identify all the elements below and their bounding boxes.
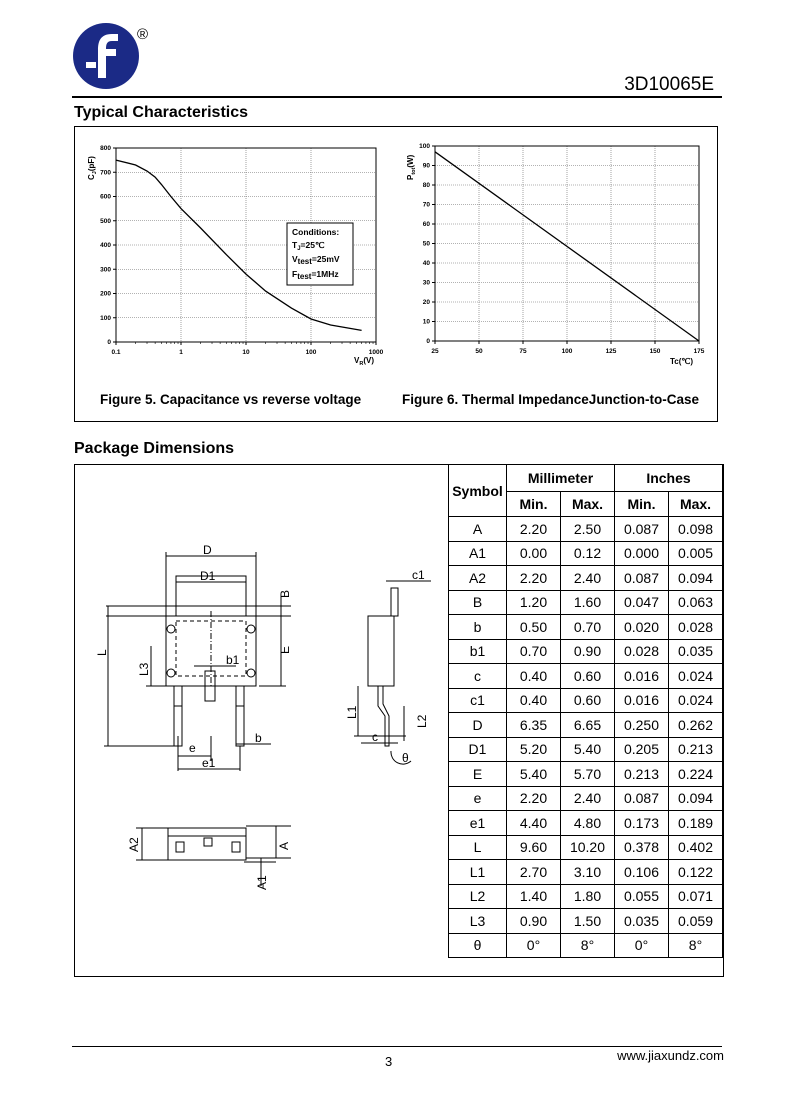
y-tick-label: 600 bbox=[100, 193, 111, 201]
x-tick-label: 50 bbox=[475, 348, 483, 355]
value-cell: 0.024 bbox=[669, 688, 723, 713]
dim-label-L3: L3 bbox=[137, 662, 151, 676]
value-cell: 0.224 bbox=[669, 762, 723, 787]
dim-label-D1: D1 bbox=[200, 569, 216, 583]
dim-label-c: c bbox=[372, 730, 378, 744]
y-tick-label: 400 bbox=[100, 242, 111, 249]
value-cell: 0.005 bbox=[669, 541, 723, 566]
y-tick-label: 800 bbox=[100, 145, 111, 152]
symbol-cell: c bbox=[449, 664, 507, 689]
value-cell: 0.024 bbox=[669, 664, 723, 689]
thermal-y-label: $P_{tot}(W)$ bbox=[406, 154, 417, 180]
y-tick-label: 40 bbox=[422, 260, 430, 267]
x-tick-label: 0.1 bbox=[111, 349, 121, 356]
value-cell: 0.055 bbox=[615, 884, 669, 909]
footer-divider bbox=[72, 1046, 722, 1047]
value-cell: 1.60 bbox=[561, 590, 615, 615]
value-cell: 0.70 bbox=[507, 639, 561, 664]
table-row bbox=[449, 688, 723, 713]
thermal-x-label: Tc(℃) bbox=[670, 357, 694, 366]
value-cell: 0.087 bbox=[615, 517, 669, 542]
svg-text:TJ=25℃: $T_J=25℃$ bbox=[292, 240, 325, 252]
value-cell: 0.250 bbox=[615, 713, 669, 738]
page-number: 3 bbox=[385, 1054, 393, 1069]
dim-label-D: D bbox=[203, 543, 212, 557]
value-cell: 0.40 bbox=[507, 688, 561, 713]
x-tick-label: 100 bbox=[305, 349, 317, 356]
y-tick-label: 10 bbox=[422, 318, 430, 326]
value-cell: 2.20 bbox=[507, 517, 561, 542]
x-tick-label: 25 bbox=[431, 348, 439, 355]
value-cell: 0.000 bbox=[615, 541, 669, 566]
header-symbol: Symbol bbox=[449, 465, 507, 517]
value-cell: 0.020 bbox=[615, 615, 669, 640]
value-cell: 5.40 bbox=[507, 762, 561, 787]
y-tick-label: 80 bbox=[422, 182, 430, 189]
value-cell: 0.189 bbox=[669, 811, 723, 836]
value-cell: 0.087 bbox=[615, 566, 669, 591]
symbol-cell: b1 bbox=[449, 639, 507, 664]
value-cell: 2.20 bbox=[507, 566, 561, 591]
value-cell: 0.094 bbox=[669, 566, 723, 591]
dim-label-E: E bbox=[278, 645, 292, 654]
value-cell: 8° bbox=[561, 933, 615, 958]
header-mm-max: Max. bbox=[561, 492, 615, 517]
table-row bbox=[449, 786, 723, 811]
symbol-cell: L2 bbox=[449, 884, 507, 909]
dim-label-A2: A2 bbox=[127, 837, 141, 852]
symbol-cell: A bbox=[449, 517, 507, 542]
x-tick-label: 1 bbox=[179, 349, 183, 356]
value-cell: 0.063 bbox=[669, 590, 723, 615]
y-tick-label: 50 bbox=[422, 240, 430, 248]
value-cell: 0.094 bbox=[669, 786, 723, 811]
value-cell: 0.50 bbox=[507, 615, 561, 640]
value-cell: 0.016 bbox=[615, 664, 669, 689]
capacitance-chart bbox=[80, 140, 384, 375]
conditions-box bbox=[287, 223, 353, 285]
value-cell: 4.80 bbox=[561, 811, 615, 836]
symbol-cell: A1 bbox=[449, 541, 507, 566]
symbol-cell: E bbox=[449, 762, 507, 787]
capacitance-y-label: $C_J(pF)$ bbox=[87, 156, 98, 180]
value-cell: 0.047 bbox=[615, 590, 669, 615]
company-logo-icon bbox=[72, 22, 140, 90]
y-tick-label: 100 bbox=[100, 314, 111, 322]
value-cell: 0.098 bbox=[669, 517, 723, 542]
value-cell: 0.071 bbox=[669, 884, 723, 909]
value-cell: 10.20 bbox=[561, 835, 615, 860]
symbol-cell: c1 bbox=[449, 688, 507, 713]
package-drawing bbox=[76, 466, 446, 976]
header-in-min: Min. bbox=[615, 492, 669, 517]
table-row bbox=[449, 639, 723, 664]
x-tick-label: 75 bbox=[519, 348, 527, 355]
table-row bbox=[449, 541, 723, 566]
value-cell: 0.059 bbox=[669, 909, 723, 934]
value-cell: 5.20 bbox=[507, 737, 561, 762]
value-cell: 6.65 bbox=[561, 713, 615, 738]
section-title-typical-characteristics: Typical Characteristics bbox=[74, 104, 249, 121]
svg-text:Ftest=1MHz: Ftest=1MHz bbox=[292, 269, 339, 281]
symbol-cell: b bbox=[449, 615, 507, 640]
table-row bbox=[449, 933, 723, 958]
value-cell: 0.60 bbox=[561, 688, 615, 713]
value-cell: 0.378 bbox=[615, 835, 669, 860]
table-row bbox=[449, 909, 723, 934]
value-cell: 5.40 bbox=[561, 737, 615, 762]
dim-label-L: L bbox=[95, 649, 109, 656]
y-tick-label: 0 bbox=[107, 339, 111, 346]
value-cell: 0.60 bbox=[561, 664, 615, 689]
value-cell: 2.70 bbox=[507, 860, 561, 885]
symbol-cell: e bbox=[449, 786, 507, 811]
value-cell: 0.70 bbox=[561, 615, 615, 640]
symbol-cell: L1 bbox=[449, 860, 507, 885]
conditions-title: Conditions: bbox=[292, 227, 340, 237]
y-tick-label: 60 bbox=[422, 221, 430, 228]
figure5-caption: Figure 5. Capacitance vs reverse voltage bbox=[100, 392, 362, 407]
symbol-cell: L3 bbox=[449, 909, 507, 934]
value-cell: 0° bbox=[507, 933, 561, 958]
table-row bbox=[449, 884, 723, 909]
table-row bbox=[449, 615, 723, 640]
y-tick-label: 30 bbox=[422, 279, 430, 287]
value-cell: 0.00 bbox=[507, 541, 561, 566]
header-inches: Inches bbox=[615, 465, 723, 492]
table-row bbox=[449, 737, 723, 762]
value-cell: 0.262 bbox=[669, 713, 723, 738]
section-title-package-dimensions: Package Dimensions bbox=[74, 440, 235, 457]
value-cell: 0.035 bbox=[669, 639, 723, 664]
value-cell: 1.80 bbox=[561, 884, 615, 909]
value-cell: 2.40 bbox=[561, 566, 615, 591]
x-tick-label: 100 bbox=[561, 348, 573, 355]
value-cell: 0.035 bbox=[615, 909, 669, 934]
dim-label-c1: c1 bbox=[412, 568, 425, 582]
value-cell: 8° bbox=[669, 933, 723, 958]
thermal-chart bbox=[400, 140, 716, 375]
y-tick-label: 100 bbox=[419, 143, 430, 150]
value-cell: 4.40 bbox=[507, 811, 561, 836]
value-cell: 0.90 bbox=[507, 909, 561, 934]
x-tick-label: 125 bbox=[605, 348, 617, 355]
y-tick-label: 700 bbox=[100, 169, 111, 177]
dim-label-e1: e1 bbox=[202, 756, 216, 770]
table-row bbox=[449, 835, 723, 860]
header-divider bbox=[72, 96, 722, 98]
capacitance-x-label: $V_R(V)$ bbox=[354, 356, 374, 367]
x-tick-label: 10 bbox=[242, 349, 250, 356]
value-cell: 0.173 bbox=[615, 811, 669, 836]
website-link[interactable]: www.jiaxundz.com bbox=[617, 1048, 724, 1063]
value-cell: 1.40 bbox=[507, 884, 561, 909]
registered-mark: ® bbox=[137, 26, 149, 43]
value-cell: 9.60 bbox=[507, 835, 561, 860]
y-tick-label: 70 bbox=[422, 201, 430, 209]
table-row bbox=[449, 517, 723, 542]
x-tick-label: 150 bbox=[649, 348, 661, 355]
table-row bbox=[449, 664, 723, 689]
table-row bbox=[449, 762, 723, 787]
dim-label-A1: A1 bbox=[255, 875, 269, 890]
value-cell: 0° bbox=[615, 933, 669, 958]
header-in-max: Max. bbox=[669, 492, 723, 517]
value-cell: 3.10 bbox=[561, 860, 615, 885]
y-tick-label: 90 bbox=[422, 162, 430, 170]
table-row bbox=[449, 811, 723, 836]
dim-label-L2: L2 bbox=[415, 714, 429, 728]
value-cell: 2.20 bbox=[507, 786, 561, 811]
symbol-cell: D1 bbox=[449, 737, 507, 762]
value-cell: 0.016 bbox=[615, 688, 669, 713]
dim-label-b: b bbox=[255, 731, 262, 745]
header-mm-min: Min. bbox=[507, 492, 561, 517]
value-cell: 5.70 bbox=[561, 762, 615, 787]
svg-text:Vtest=25mV: Vtest=25mV bbox=[292, 254, 340, 266]
value-cell: 0.087 bbox=[615, 786, 669, 811]
y-tick-label: 20 bbox=[422, 299, 430, 306]
value-cell: 2.40 bbox=[561, 786, 615, 811]
value-cell: 0.205 bbox=[615, 737, 669, 762]
y-tick-label: 500 bbox=[100, 217, 111, 225]
dim-label-b1: b1 bbox=[226, 653, 240, 667]
symbol-cell: L bbox=[449, 835, 507, 860]
value-cell: 0.12 bbox=[561, 541, 615, 566]
y-tick-label: 0 bbox=[426, 338, 430, 345]
value-cell: 0.402 bbox=[669, 835, 723, 860]
value-cell: 0.106 bbox=[615, 860, 669, 885]
y-tick-label: 300 bbox=[100, 266, 111, 274]
y-tick-label: 200 bbox=[100, 290, 111, 298]
value-cell: 1.20 bbox=[507, 590, 561, 615]
value-cell: 0.90 bbox=[561, 639, 615, 664]
value-cell: 0.40 bbox=[507, 664, 561, 689]
symbol-cell: A2 bbox=[449, 566, 507, 591]
dim-label-A: A bbox=[277, 841, 291, 850]
value-cell: 0.213 bbox=[669, 737, 723, 762]
value-cell: 0.213 bbox=[615, 762, 669, 787]
value-cell: 0.028 bbox=[669, 615, 723, 640]
table-row bbox=[449, 590, 723, 615]
value-cell: 2.50 bbox=[561, 517, 615, 542]
symbol-cell: e1 bbox=[449, 811, 507, 836]
dim-label-B: B bbox=[278, 589, 292, 598]
symbol-cell: B bbox=[449, 590, 507, 615]
value-cell: 0.122 bbox=[669, 860, 723, 885]
x-tick-label: 1000 bbox=[368, 349, 384, 356]
header-millimeter: Millimeter bbox=[507, 465, 615, 492]
figure6-caption: Figure 6. Thermal ImpedanceJunction-to-Case bbox=[402, 392, 700, 407]
symbol-cell: D bbox=[449, 713, 507, 738]
symbol-cell: θ bbox=[449, 933, 507, 958]
table-row bbox=[449, 566, 723, 591]
value-cell: 0.028 bbox=[615, 639, 669, 664]
part-number: 3D10065E bbox=[624, 74, 714, 95]
table-row bbox=[449, 860, 723, 885]
dim-label-e: e bbox=[189, 741, 196, 755]
x-tick-label: 175 bbox=[693, 348, 705, 355]
dim-label-theta: θ bbox=[402, 751, 409, 765]
value-cell: 1.50 bbox=[561, 909, 615, 934]
value-cell: 6.35 bbox=[507, 713, 561, 738]
dim-label-L1: L1 bbox=[345, 705, 359, 719]
dimension-table bbox=[448, 464, 723, 958]
table-row bbox=[449, 713, 723, 738]
